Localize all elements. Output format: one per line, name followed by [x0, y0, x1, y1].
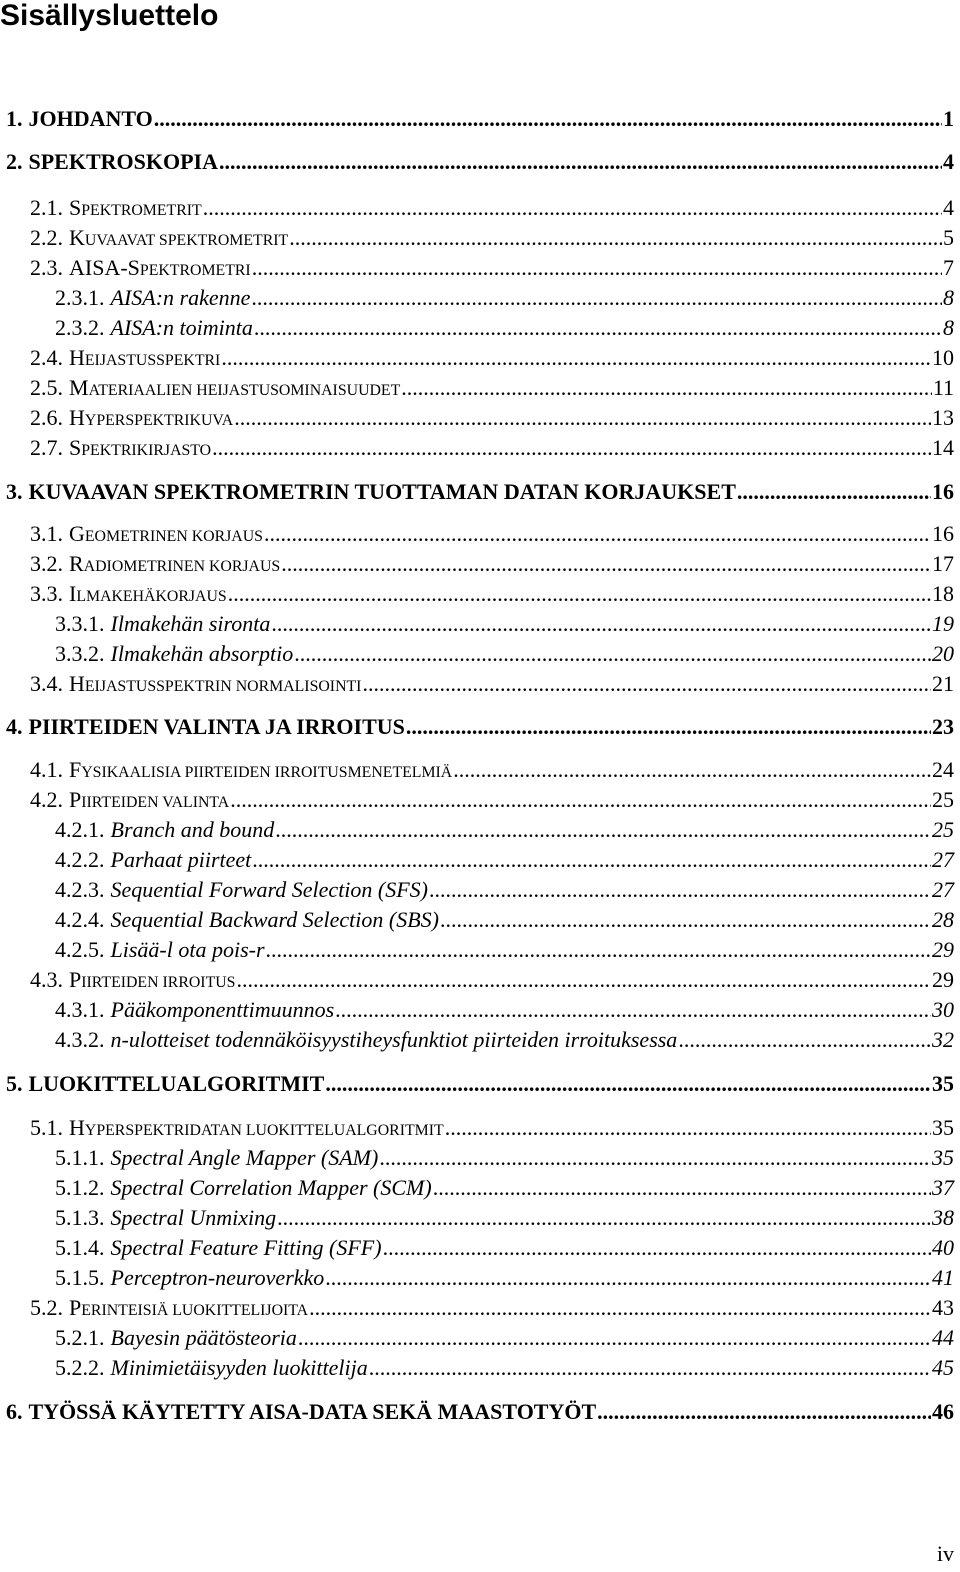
- leader-dots: [252, 254, 942, 282]
- toc-entry-4-2-3[interactable]: [55, 876, 954, 904]
- toc-number: 2.7.: [30, 435, 63, 460]
- leader-dots: [234, 404, 931, 432]
- toc-page: 1: [943, 106, 954, 131]
- leader-dots: [383, 1234, 931, 1262]
- toc-title: Branch and bound: [110, 817, 275, 842]
- toc-page: 35: [932, 1071, 954, 1096]
- toc-entry-4-2-5[interactable]: [55, 936, 954, 964]
- toc-entry-2-3-2[interactable]: [55, 314, 954, 342]
- toc-entry-2-4[interactable]: [30, 344, 954, 375]
- toc-entry-3-2[interactable]: [30, 550, 954, 581]
- toc-page: 28: [932, 907, 954, 932]
- toc-entry-5-1-5[interactable]: [55, 1264, 954, 1292]
- toc-page: 40: [932, 1235, 954, 1260]
- toc-page: 25: [932, 787, 954, 812]
- toc-title: Ilmakehän sironta: [110, 611, 271, 636]
- toc-page: 17: [932, 551, 954, 576]
- toc-entry-3-3-1[interactable]: [55, 610, 954, 638]
- toc-title: Minimietäisyyden luokittelija: [110, 1355, 368, 1380]
- toc-page: 13: [932, 405, 954, 430]
- leader-dots: [401, 374, 932, 402]
- leader-dots: [277, 1204, 931, 1232]
- toc-page: 16: [932, 521, 954, 546]
- toc-number: 5.1.3.: [55, 1205, 105, 1230]
- leader-dots: [203, 194, 942, 222]
- toc-number: 4.: [6, 714, 23, 739]
- toc-number: 3.1.: [30, 521, 63, 546]
- toc-title: HEIJASTUSSPEKTRIN NORMALISOINTI: [69, 671, 362, 696]
- toc-entry-2-6[interactable]: [30, 404, 954, 435]
- leader-dots: [429, 876, 931, 904]
- toc-page: 35: [932, 1145, 954, 1170]
- toc-title: Spectral Feature Fitting (SFF): [110, 1235, 382, 1260]
- leader-dots: [275, 816, 931, 844]
- toc-entry-5[interactable]: [6, 1070, 954, 1098]
- toc-number: 5.1.: [30, 1115, 63, 1140]
- toc-entry-2-3[interactable]: [30, 254, 954, 285]
- leader-dots: [406, 713, 931, 741]
- toc-page: 27: [932, 847, 954, 872]
- toc-title: JOHDANTO: [28, 106, 153, 131]
- toc-page: 44: [932, 1325, 954, 1350]
- toc-number: 5.1.4.: [55, 1235, 105, 1260]
- leader-dots: [266, 936, 931, 964]
- toc-entry-3[interactable]: [6, 478, 954, 506]
- leader-dots: [597, 1398, 931, 1426]
- toc-title: Parhaat piirteet: [110, 847, 252, 872]
- toc-page: 10: [932, 345, 954, 370]
- toc-number: 3.2.: [30, 551, 63, 576]
- leader-dots: [221, 344, 931, 372]
- leader-dots: [362, 670, 931, 698]
- toc-title: PIIRTEIDEN VALINTA: [69, 787, 230, 812]
- toc-page: 11: [932, 375, 954, 400]
- toc-page: 4: [943, 149, 954, 174]
- toc-entry-5-1-1[interactable]: [55, 1144, 954, 1172]
- toc-number: 4.3.1.: [55, 997, 105, 1022]
- toc-page: 27: [932, 877, 954, 902]
- toc-page: 21: [932, 671, 954, 696]
- toc-entry-5-2[interactable]: [30, 1294, 954, 1325]
- toc-number: 3.3.1.: [55, 611, 105, 636]
- toc-number: 5.: [6, 1071, 23, 1096]
- toc-entry-4-2-4[interactable]: [55, 906, 954, 934]
- toc-page: 37: [932, 1175, 954, 1200]
- toc-number: 2.4.: [30, 345, 63, 370]
- toc-page: 46: [932, 1399, 954, 1424]
- leader-dots: [264, 520, 931, 548]
- toc-number: 2.6.: [30, 405, 63, 430]
- page-number: iv: [936, 1541, 954, 1566]
- leader-dots: [252, 846, 931, 874]
- toc-number: 2.3.: [30, 255, 63, 280]
- toc-page: 35: [932, 1115, 954, 1140]
- leader-dots: [325, 1264, 931, 1292]
- toc-title: TYÖSSÄ KÄYTETTY AISA-DATA SEKÄ MAASTOTYÖT: [28, 1399, 597, 1424]
- leader-dots: [228, 580, 931, 608]
- leader-dots: [678, 1026, 931, 1054]
- leader-dots: [433, 1174, 931, 1202]
- toc-entry-2[interactable]: [6, 148, 954, 176]
- leader-dots: [281, 550, 931, 578]
- toc-number: 4.1.: [30, 757, 63, 782]
- toc-title: n-ulotteiset todennäköisyystiheysfunktiot piirteiden irroituksessa: [110, 1027, 678, 1052]
- toc-number: 2.1.: [30, 195, 63, 220]
- toc-page: 4: [943, 195, 954, 220]
- leader-dots: [440, 906, 931, 934]
- toc-number: 3.3.2.: [55, 641, 105, 666]
- toc-title: ILMAKEHÄKORJAUS: [69, 581, 227, 606]
- toc-title: Spectral Correlation Mapper (SCM): [110, 1175, 432, 1200]
- toc-page: 7: [943, 255, 954, 280]
- toc-page: 32: [932, 1027, 954, 1052]
- toc-entry-5-1-4[interactable]: [55, 1234, 954, 1262]
- leader-dots: [271, 610, 931, 638]
- toc-page: 43: [932, 1295, 954, 1320]
- toc-entry-5-1[interactable]: [30, 1114, 954, 1145]
- toc-number: 3.: [6, 479, 23, 504]
- toc-number: 5.1.1.: [55, 1145, 105, 1170]
- toc-entry-5-2-2[interactable]: [55, 1354, 954, 1382]
- toc-entry-5-1-2[interactable]: [55, 1174, 954, 1202]
- toc-number: 4.3.: [30, 967, 63, 992]
- leader-dots: [445, 1114, 931, 1142]
- toc-number: 4.2.2.: [55, 847, 105, 872]
- leader-dots: [154, 105, 942, 133]
- toc-title: Sequential Backward Selection (SBS): [110, 907, 439, 932]
- toc-page: 30: [932, 997, 954, 1022]
- toc-number: 4.2.3.: [55, 877, 105, 902]
- toc-page: 16: [932, 479, 954, 504]
- leader-dots: [369, 1354, 931, 1382]
- leader-dots: [230, 786, 931, 814]
- toc-title: HYPERSPEKTRIDATAN LUOKITTELUALGORITMIT: [69, 1115, 444, 1140]
- toc-title: Bayesin päätösteoria: [110, 1325, 297, 1350]
- toc-page: 18: [932, 581, 954, 606]
- toc-page: 29: [932, 967, 954, 992]
- toc-number: 5.1.5.: [55, 1265, 105, 1290]
- toc-title: GEOMETRINEN KORJAUS: [69, 521, 263, 546]
- toc-number: 3.3.: [30, 581, 63, 606]
- toc-entry-4-2-2[interactable]: [55, 846, 954, 874]
- leader-dots: [298, 1324, 931, 1352]
- toc-number: 4.2.: [30, 787, 63, 812]
- toc-number: 4.3.2.: [55, 1027, 105, 1052]
- toc-title: Spectral Unmixing: [110, 1205, 277, 1230]
- toc-title: KUVAAVAN SPEKTROMETRIN TUOTTAMAN DATAN KORJAUKSET: [28, 479, 736, 504]
- toc-entry-4-2[interactable]: [30, 786, 954, 817]
- toc-entry-3-4[interactable]: [30, 670, 954, 701]
- leader-dots: [294, 640, 931, 668]
- toc-number: 3.4.: [30, 671, 63, 696]
- toc-entry-2-7[interactable]: [30, 434, 954, 465]
- toc-number: 4.2.1.: [55, 817, 105, 842]
- leader-dots: [309, 1294, 931, 1322]
- leader-dots: [254, 314, 942, 342]
- toc-number: 5.2.1.: [55, 1325, 105, 1350]
- toc-title: SPEKTROMETRIT: [69, 195, 202, 220]
- toc-entry-4-1[interactable]: [30, 756, 954, 787]
- toc-entry-2-5[interactable]: [30, 374, 954, 405]
- toc-title: Ilmakehän absorptio: [110, 641, 294, 666]
- toc-number: 2.5.: [30, 375, 63, 400]
- leader-dots: [453, 756, 931, 784]
- toc-title: AISA-SPEKTROMETRI: [69, 255, 251, 280]
- toc-title: Sequential Forward Selection (SFS): [110, 877, 429, 902]
- toc-entry-4-3-1[interactable]: [55, 996, 954, 1024]
- toc-entry-5-2-1[interactable]: [55, 1324, 954, 1352]
- toc-page: 8: [943, 285, 954, 310]
- leader-dots: [251, 284, 942, 312]
- toc-title: FYSIKAALISIA PIIRTEIDEN IRROITUSMENETELMIÄ: [69, 757, 453, 782]
- toc-number: 4.2.4.: [55, 907, 105, 932]
- toc-title: AISA:n rakenne: [110, 285, 251, 310]
- toc-title: LUOKITTELUALGORITMIT: [28, 1071, 325, 1096]
- toc-entry-4[interactable]: [6, 713, 954, 741]
- toc-title: PERINTEISIÄ LUOKITTELIJOITA: [69, 1295, 309, 1320]
- toc-page: 38: [932, 1205, 954, 1230]
- toc-page: 45: [932, 1355, 954, 1380]
- toc-entry-1[interactable]: [6, 105, 954, 133]
- toc-entry-4-3[interactable]: [30, 966, 954, 997]
- toc-entry-2-1[interactable]: [30, 194, 954, 225]
- toc-entry-5-1-3[interactable]: [55, 1204, 954, 1232]
- leader-dots: [289, 224, 942, 252]
- toc-title: RADIOMETRINEN KORJAUS: [69, 551, 281, 576]
- toc-number: 1.: [6, 106, 23, 131]
- toc-page: 19: [932, 611, 954, 636]
- leader-dots: [737, 478, 931, 506]
- toc-page: 5: [943, 225, 954, 250]
- toc-page: 41: [932, 1265, 954, 1290]
- leader-dots: [212, 434, 931, 462]
- toc-number: 5.2.: [30, 1295, 63, 1320]
- toc-entry-4-2-1[interactable]: [55, 816, 954, 844]
- toc-number: 2.3.1.: [55, 285, 105, 310]
- toc-title: Spectral Angle Mapper (SAM): [110, 1145, 379, 1170]
- toc-title: HEIJASTUSSPEKTRI: [69, 345, 221, 370]
- toc-page: 20: [932, 641, 954, 666]
- toc-number: 2.3.2.: [55, 315, 105, 340]
- leader-dots: [236, 966, 931, 994]
- leader-dots: [325, 1070, 931, 1098]
- leader-dots: [335, 996, 931, 1024]
- toc-title: HYPERSPEKTRIKUVA: [69, 405, 234, 430]
- toc-entry-3-3[interactable]: [30, 580, 954, 611]
- toc-entry-2-2[interactable]: [30, 224, 954, 255]
- toc-number: 5.2.2.: [55, 1355, 105, 1380]
- toc-number: 6.: [6, 1399, 23, 1424]
- page-title: Sisällysluettelo: [0, 0, 219, 32]
- toc-number: 2.2.: [30, 225, 63, 250]
- leader-dots: [219, 148, 942, 176]
- toc-page: 24: [932, 757, 954, 782]
- toc-title: PIIRTEIDEN IRROITUS: [69, 967, 236, 992]
- toc-entry-6[interactable]: [6, 1398, 954, 1426]
- toc-title: Pääkomponenttimuunnos: [110, 997, 335, 1022]
- toc-title: KUVAAVAT SPEKTROMETRIT: [69, 225, 289, 250]
- toc-entry-2-3-1[interactable]: [55, 284, 954, 312]
- toc-page: 25: [932, 817, 954, 842]
- toc-page: 23: [932, 714, 954, 739]
- toc-entry-3-1[interactable]: [30, 520, 954, 551]
- toc-number: 5.1.2.: [55, 1175, 105, 1200]
- toc-title: MATERIAALIEN HEIJASTUSOMINAISUUDET: [69, 375, 401, 400]
- toc-title: AISA:n toiminta: [110, 315, 253, 340]
- toc-page: 8: [943, 315, 954, 340]
- toc-number: 4.2.5.: [55, 937, 105, 962]
- toc-number: 2.: [6, 149, 23, 174]
- toc-entry-4-3-2[interactable]: [55, 1026, 954, 1054]
- toc-title: Lisää-l ota pois-r: [110, 937, 265, 962]
- toc-title: SPEKTROSKOPIA: [28, 149, 218, 174]
- toc-page: 14: [932, 435, 954, 460]
- toc-title: SPEKTRIKIRJASTO: [69, 435, 212, 460]
- toc-title: Perceptron-neuroverkko: [110, 1265, 325, 1290]
- toc-title: PIIRTEIDEN VALINTA JA IRROITUS: [28, 714, 405, 739]
- toc-page: 29: [932, 937, 954, 962]
- leader-dots: [379, 1144, 931, 1172]
- toc-entry-3-3-2[interactable]: [55, 640, 954, 668]
